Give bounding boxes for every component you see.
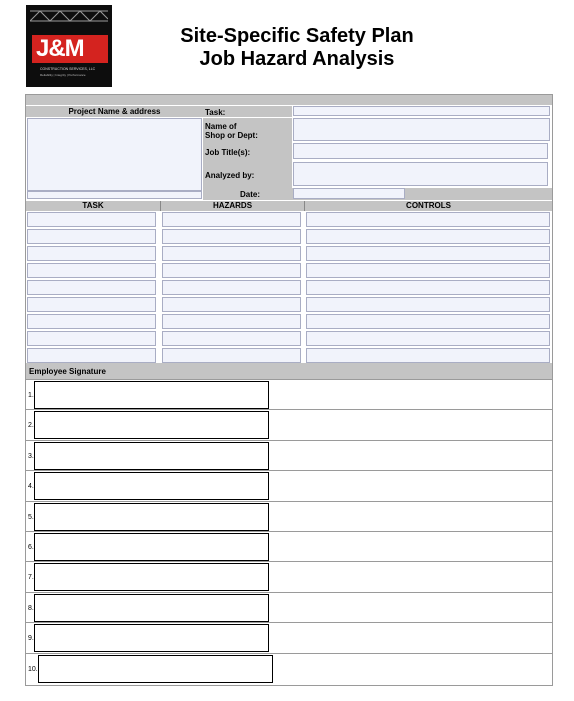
page-title [112, 25, 482, 71]
signature-row [26, 592, 552, 623]
col-header-task: TASK [82, 201, 104, 210]
control-cell[interactable] [306, 263, 550, 278]
control-cell[interactable] [306, 229, 550, 244]
signature-field[interactable] [34, 381, 269, 409]
signature-field[interactable] [34, 624, 269, 652]
hazard-cell[interactable] [162, 297, 301, 312]
control-cell[interactable] [306, 280, 550, 295]
task-cell[interactable] [27, 246, 156, 261]
table-row [26, 347, 552, 364]
shop-label-2: Shop or Dept: [205, 131, 258, 140]
signature-field[interactable] [34, 594, 269, 622]
signature-number: 7. [28, 574, 34, 582]
signature-row [26, 622, 552, 653]
project-address-field[interactable] [27, 191, 202, 199]
task-cell[interactable] [27, 297, 156, 312]
signature-number: 2. [28, 422, 34, 430]
signature-field[interactable] [38, 655, 273, 683]
control-cell[interactable] [306, 348, 550, 363]
control-cell[interactable] [306, 246, 550, 261]
signature-number: 3. [28, 452, 34, 460]
shop-field[interactable] [293, 118, 550, 141]
hazard-cell[interactable] [162, 280, 301, 295]
project-name-field[interactable] [27, 118, 202, 191]
signature-number: 5. [28, 513, 34, 521]
signature-number: 9. [28, 635, 34, 643]
signature-row [26, 531, 552, 562]
table-row [26, 296, 552, 313]
task-cell[interactable] [27, 280, 156, 295]
analyzed-by-label: Analyzed by: [205, 171, 255, 180]
task-field[interactable] [293, 106, 550, 116]
control-cell[interactable] [306, 331, 550, 346]
jha-form [25, 94, 553, 686]
signature-field[interactable] [34, 411, 269, 439]
col-divider [160, 201, 161, 211]
task-cell[interactable] [27, 212, 156, 227]
table-row [26, 228, 552, 245]
task-cell[interactable] [27, 229, 156, 244]
title-line-2: Job Hazard Analysis [199, 48, 395, 70]
hazard-cell[interactable] [162, 229, 301, 244]
task-cell[interactable] [27, 263, 156, 278]
hazard-cell[interactable] [162, 348, 301, 363]
signature-field[interactable] [34, 533, 269, 561]
project-name-label: Project Name & address [68, 107, 161, 116]
col-divider [304, 201, 305, 211]
truss-graphic [30, 9, 108, 23]
control-cell[interactable] [306, 314, 550, 329]
table-row [26, 279, 552, 296]
logo-letters-block [32, 35, 108, 63]
task-cell[interactable] [27, 314, 156, 329]
col-header-hazards: HAZARDS [212, 201, 253, 210]
task-cell[interactable] [27, 348, 156, 363]
signature-number: 6. [28, 544, 34, 551]
signature-heading: Employee Signature [29, 367, 106, 376]
signature-number: 1. [28, 392, 34, 399]
signature-row [26, 409, 552, 440]
signature-row [26, 561, 552, 592]
control-cell[interactable] [306, 297, 550, 312]
signature-field[interactable] [34, 563, 269, 591]
signature-number: 4. [28, 483, 34, 491]
job-titles-field[interactable] [293, 143, 548, 159]
signature-number: 10. [28, 665, 38, 673]
shop-label-1: Name of [205, 122, 237, 131]
signature-row [26, 440, 552, 471]
signature-row [26, 653, 552, 684]
signature-field[interactable] [34, 442, 269, 470]
signature-row [26, 379, 552, 410]
company-logo [26, 5, 112, 87]
logo-letters: J&M [36, 35, 84, 62]
job-titles-label: Job Title(s): [205, 148, 251, 157]
signature-field[interactable] [34, 503, 269, 531]
hazard-cell[interactable] [162, 212, 301, 227]
logo-company-name: CONSTRUCTION SERVICES, LLC [40, 67, 96, 71]
signature-row [26, 501, 552, 532]
table-row [26, 211, 552, 228]
hazard-cell[interactable] [162, 314, 301, 329]
date-label: Date: [240, 190, 261, 199]
hazard-cell[interactable] [162, 331, 301, 346]
task-cell[interactable] [27, 331, 156, 346]
signature-number: 8. [28, 604, 34, 612]
table-row [26, 245, 552, 262]
signature-field[interactable] [34, 472, 269, 500]
date-field[interactable] [293, 188, 405, 199]
title-line-1: Site-Specific Safety Plan [180, 25, 414, 47]
signature-row [26, 470, 552, 501]
hazard-cell[interactable] [162, 263, 301, 278]
top-band [26, 95, 552, 105]
table-row [26, 262, 552, 279]
control-cell[interactable] [306, 212, 550, 227]
hazard-cell[interactable] [162, 246, 301, 261]
col-header-controls: CONTROLS [406, 201, 451, 210]
table-row [26, 330, 552, 347]
table-row [26, 313, 552, 330]
logo-tagline: Reliability | Integrity | Performance [40, 73, 86, 77]
task-label: Task: [205, 108, 226, 117]
analyzed-by-field[interactable] [293, 162, 548, 186]
